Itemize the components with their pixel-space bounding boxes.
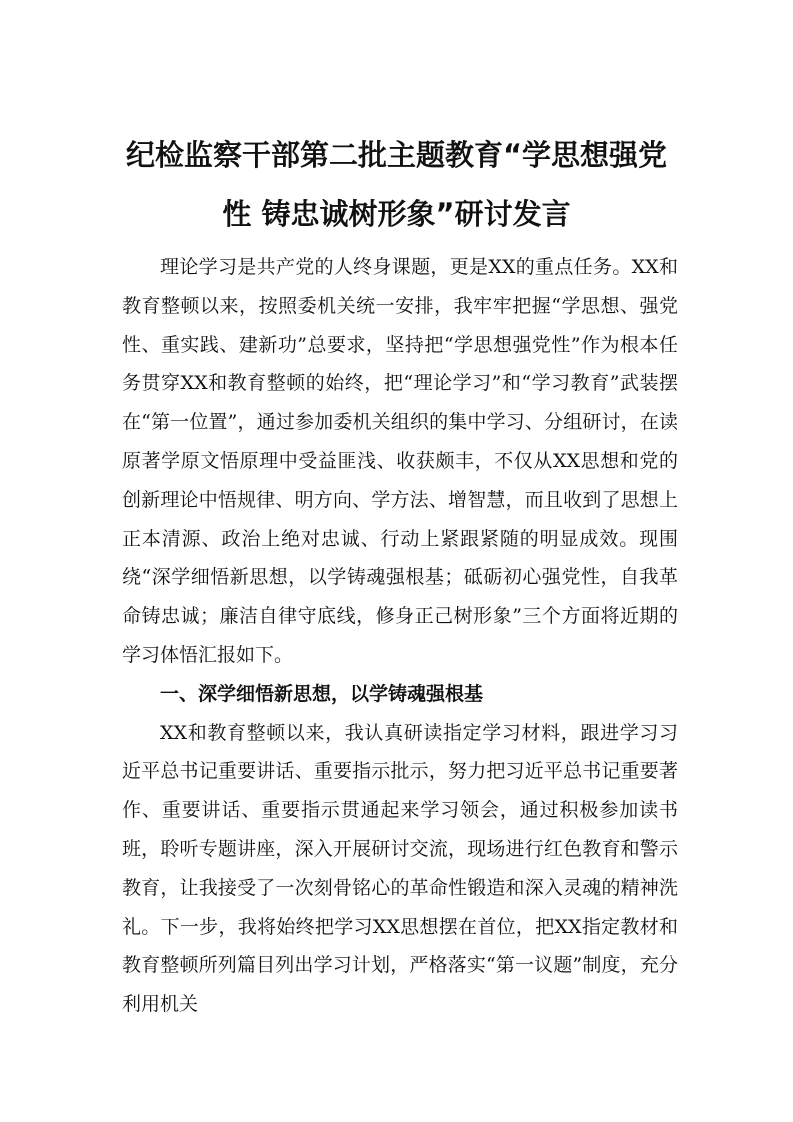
document-title-line-2: 性 铸忠诚树形象”研讨发言: [222, 197, 571, 231]
document-body: [122, 248, 678, 1024]
section-heading-1: 一、深学细悟新思想，以学铸魂强根基: [160, 682, 484, 705]
document-title-line-1: 纪检监察干部第二批主题教育“学思想强党: [125, 138, 668, 172]
body-paragraph-section-1: XX和教育整顿以来，我认真研读指定学习材料，跟进学习习近平总书记重要讲话、重要指示批示，努力把习近平总书记重要著作、重要讲话、重要指示贯通起来学习领会，通过积极参加读书班，聆听专题讲座，深入开展研讨交流，现场进行红色教育和警示教育，让我接受了一次刻骨铭心的革命性锻造和深入灵魂的精神洗礼。下一步，我将始终把学习XX思想摆在首位，把XX指定教材和教育整顿所列篇目列出学习计划，严格落实“第一议题”制度，充分利用机关: [122, 721, 678, 1016]
body-paragraph-intro: 理论学习是共产党的人终身课题，更是XX的重点任务。XX和教育整顿以来，按照委机关统一安排，我牢牢把握“学思想、强党性、重实践、建新功”总要求，坚持把“学思想强党性”作为根本任务贯穿XX和教育整顿的始终，把“理论学习”和“学习教育”武装摆在“第一位置”，通过参加委机关组织的集中学习、分组研讨，在读原著学原文悟原理中受益匪浅、收获颇丰，不仅从XX思想和党的创新理论中悟规律、明方向、学方法、增智慧，而且收到了思想上正本清源、政治上绝对忠诚、行动上紧跟紧随的明显成效。现围绕“深学细悟新思想，以学铸魂强根基；砥砺初心强党性，自我革命铸忠诚；廉洁自律守底线，修身正己树形象”三个方面将近期的学习体悟汇报如下。: [122, 256, 678, 666]
